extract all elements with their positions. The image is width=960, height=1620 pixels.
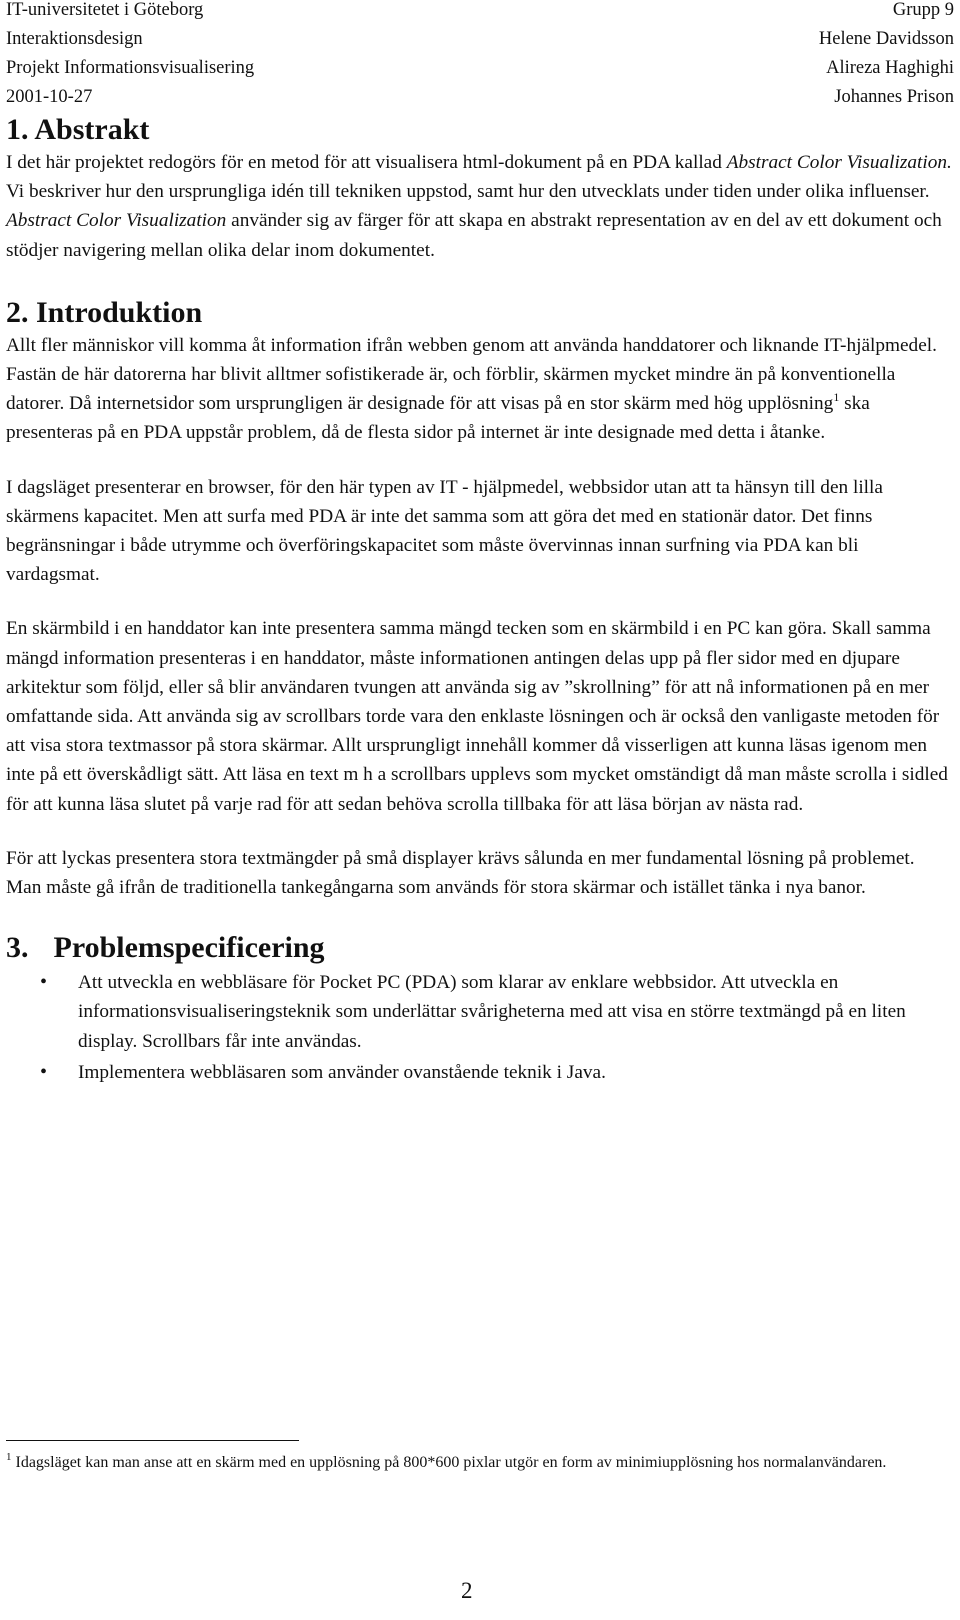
list-item-text: Att utveckla en webbläsare för Pocket PC (PDA) som klarar av enklare webbsidor. Att utveckla en informationsvisualiseringsteknik som underlättar svårigheterna med att visa en större textmängd på en liten display. Scrollbars får inte användas. [78,972,906,1052]
intro-paragraph-3: En skärmbild i en handdator kan inte presentera samma mängd tecken som en skärmbild i en PC kan göra. Skall samma mängd information presenteras i en handdator, måste informationen antingen delas upp på fler sidor med en djupare arkitektur som följd, eller så blir användaren tvungen att använda sig av ”skrollning” för att nå informationen på en mer omfattande sida. Att använda sig av scrollbars torde vara den enklaste lösningen och är också den vanligaste metoden för att visa stora textmassor på stora skärmar. Allt ursprungligt innehåll kommer då visserligen att kunna läsas igenom men inte på ett överskådligt sätt. Att läsa en text m h a scrollbars upplevs som mycket omständigt då man måste scrolla i sidled för att kunna läsa slutet på varje rad för att sedan behöva scrolla tillbaka för att läsa början av nästa rad. [6,618,948,815]
section-title: Introduktion [36,295,203,329]
section-title: Abstrakt [34,113,150,146]
text-run: Allt fler människor vill komma åt information ifrån webben genom att använda handdatorer och liknande IT-hjälpmedel. Fastän de här datorerna har blivit alltmer sofistikerade är, och förblir, skärmen mycket mindre än på konventionella datorer. Då internetsidor som ursprungligen är designade för att visas på en stor skärm med hög upplösning [6,334,937,415]
section-number: 1. [6,113,29,146]
document-page [6,0,954,1620]
intro-paragraph-4: För att lyckas presentera stora textmängder på små displayer krävs sålunda en mer fundamental lösning på problemet. Man måste gå ifrån de traditionella tankegångarna som används för stora skärmar och istället tänka i nya banor. [6,847,915,899]
italic-term: Abstract Color Visualization. [726,152,952,173]
text-run: Vi beskriver hur den ursprungliga idén till tekniken uppstod, samt hur den utvecklats under tiden under olika influenser. [6,181,930,203]
intro-paragraph-1 [6,331,954,448]
list-item [6,968,954,1056]
header-author-2: Alireza Haghighi [826,58,954,78]
header-right-block [819,0,954,112]
header-date: 2001-10-27 [6,87,93,107]
text-run: I det här projektet redogörs för en metod för att visualisera html-dokument på en PDA kallad [6,152,727,173]
header-left-block [6,0,254,112]
section-heading-problem-specification [6,930,954,966]
section-number: 3. [6,931,29,965]
footnote [6,1450,954,1476]
footnote-reference[interactable]: 1 [833,390,840,405]
problem-bullet-list [6,968,954,1087]
text-run: använder sig av färger för att skapa en abstrakt representation av en del av ett dokument och stödjer navigering mellan olika delar inom dokumentet. [6,210,942,261]
footnote-text: Idagsläget kan man anse att en skärm med en upplösning på 800*600 pixlar utgör en form av minimiupplösning hos normalanvändaren. [11,1454,887,1471]
text-run: ska presenteras på en PDA uppstår problem, då de flesta sidor på internet är inte designade med detta i åtanke. [6,393,870,444]
list-item-text: Implementera webbläsaren som använder ovanstående teknik i Java. [78,1061,606,1083]
header-university: IT-universitetet i Göteborg [6,0,204,20]
section-heading-abstract [6,112,954,148]
header-program: Interaktionsdesign [6,29,143,49]
page-header [6,0,954,107]
footnote-separator [6,1440,299,1441]
header-group: Grupp 9 [892,0,954,20]
footnote-marker: 1 [6,1451,12,1463]
section-title: Problemspecificering [53,931,325,965]
header-author-3: Johannes Prison [834,87,954,107]
list-item [6,1058,954,1087]
bullet-icon: • [40,1060,48,1083]
header-author-1: Helene Davidsson [818,29,954,49]
abstract-paragraph [6,148,954,265]
bullet-icon: • [40,971,48,994]
document-body [6,112,954,1087]
header-course: Projekt Informationsvisualisering [6,58,255,78]
section-number: 2. [6,295,29,329]
intro-paragraph-2: I dagsläget presenterar en browser, för den här typen av IT - hjälpmedel, webbsidor utan att ta hänsyn till den lilla skärmens kapacitet. Men att surfa med PDA är inte det samma som att göra det med en stationär dator. Det finns begränsningar i både utrymme och överföringskapacitet som måste övervinnas innan surfning via PDA kan bli vardagsmat. [6,476,883,586]
section-heading-introduction [6,295,954,331]
page-number: 2 [461,1578,473,1603]
italic-term: Abstract Color Visualization [6,210,227,232]
